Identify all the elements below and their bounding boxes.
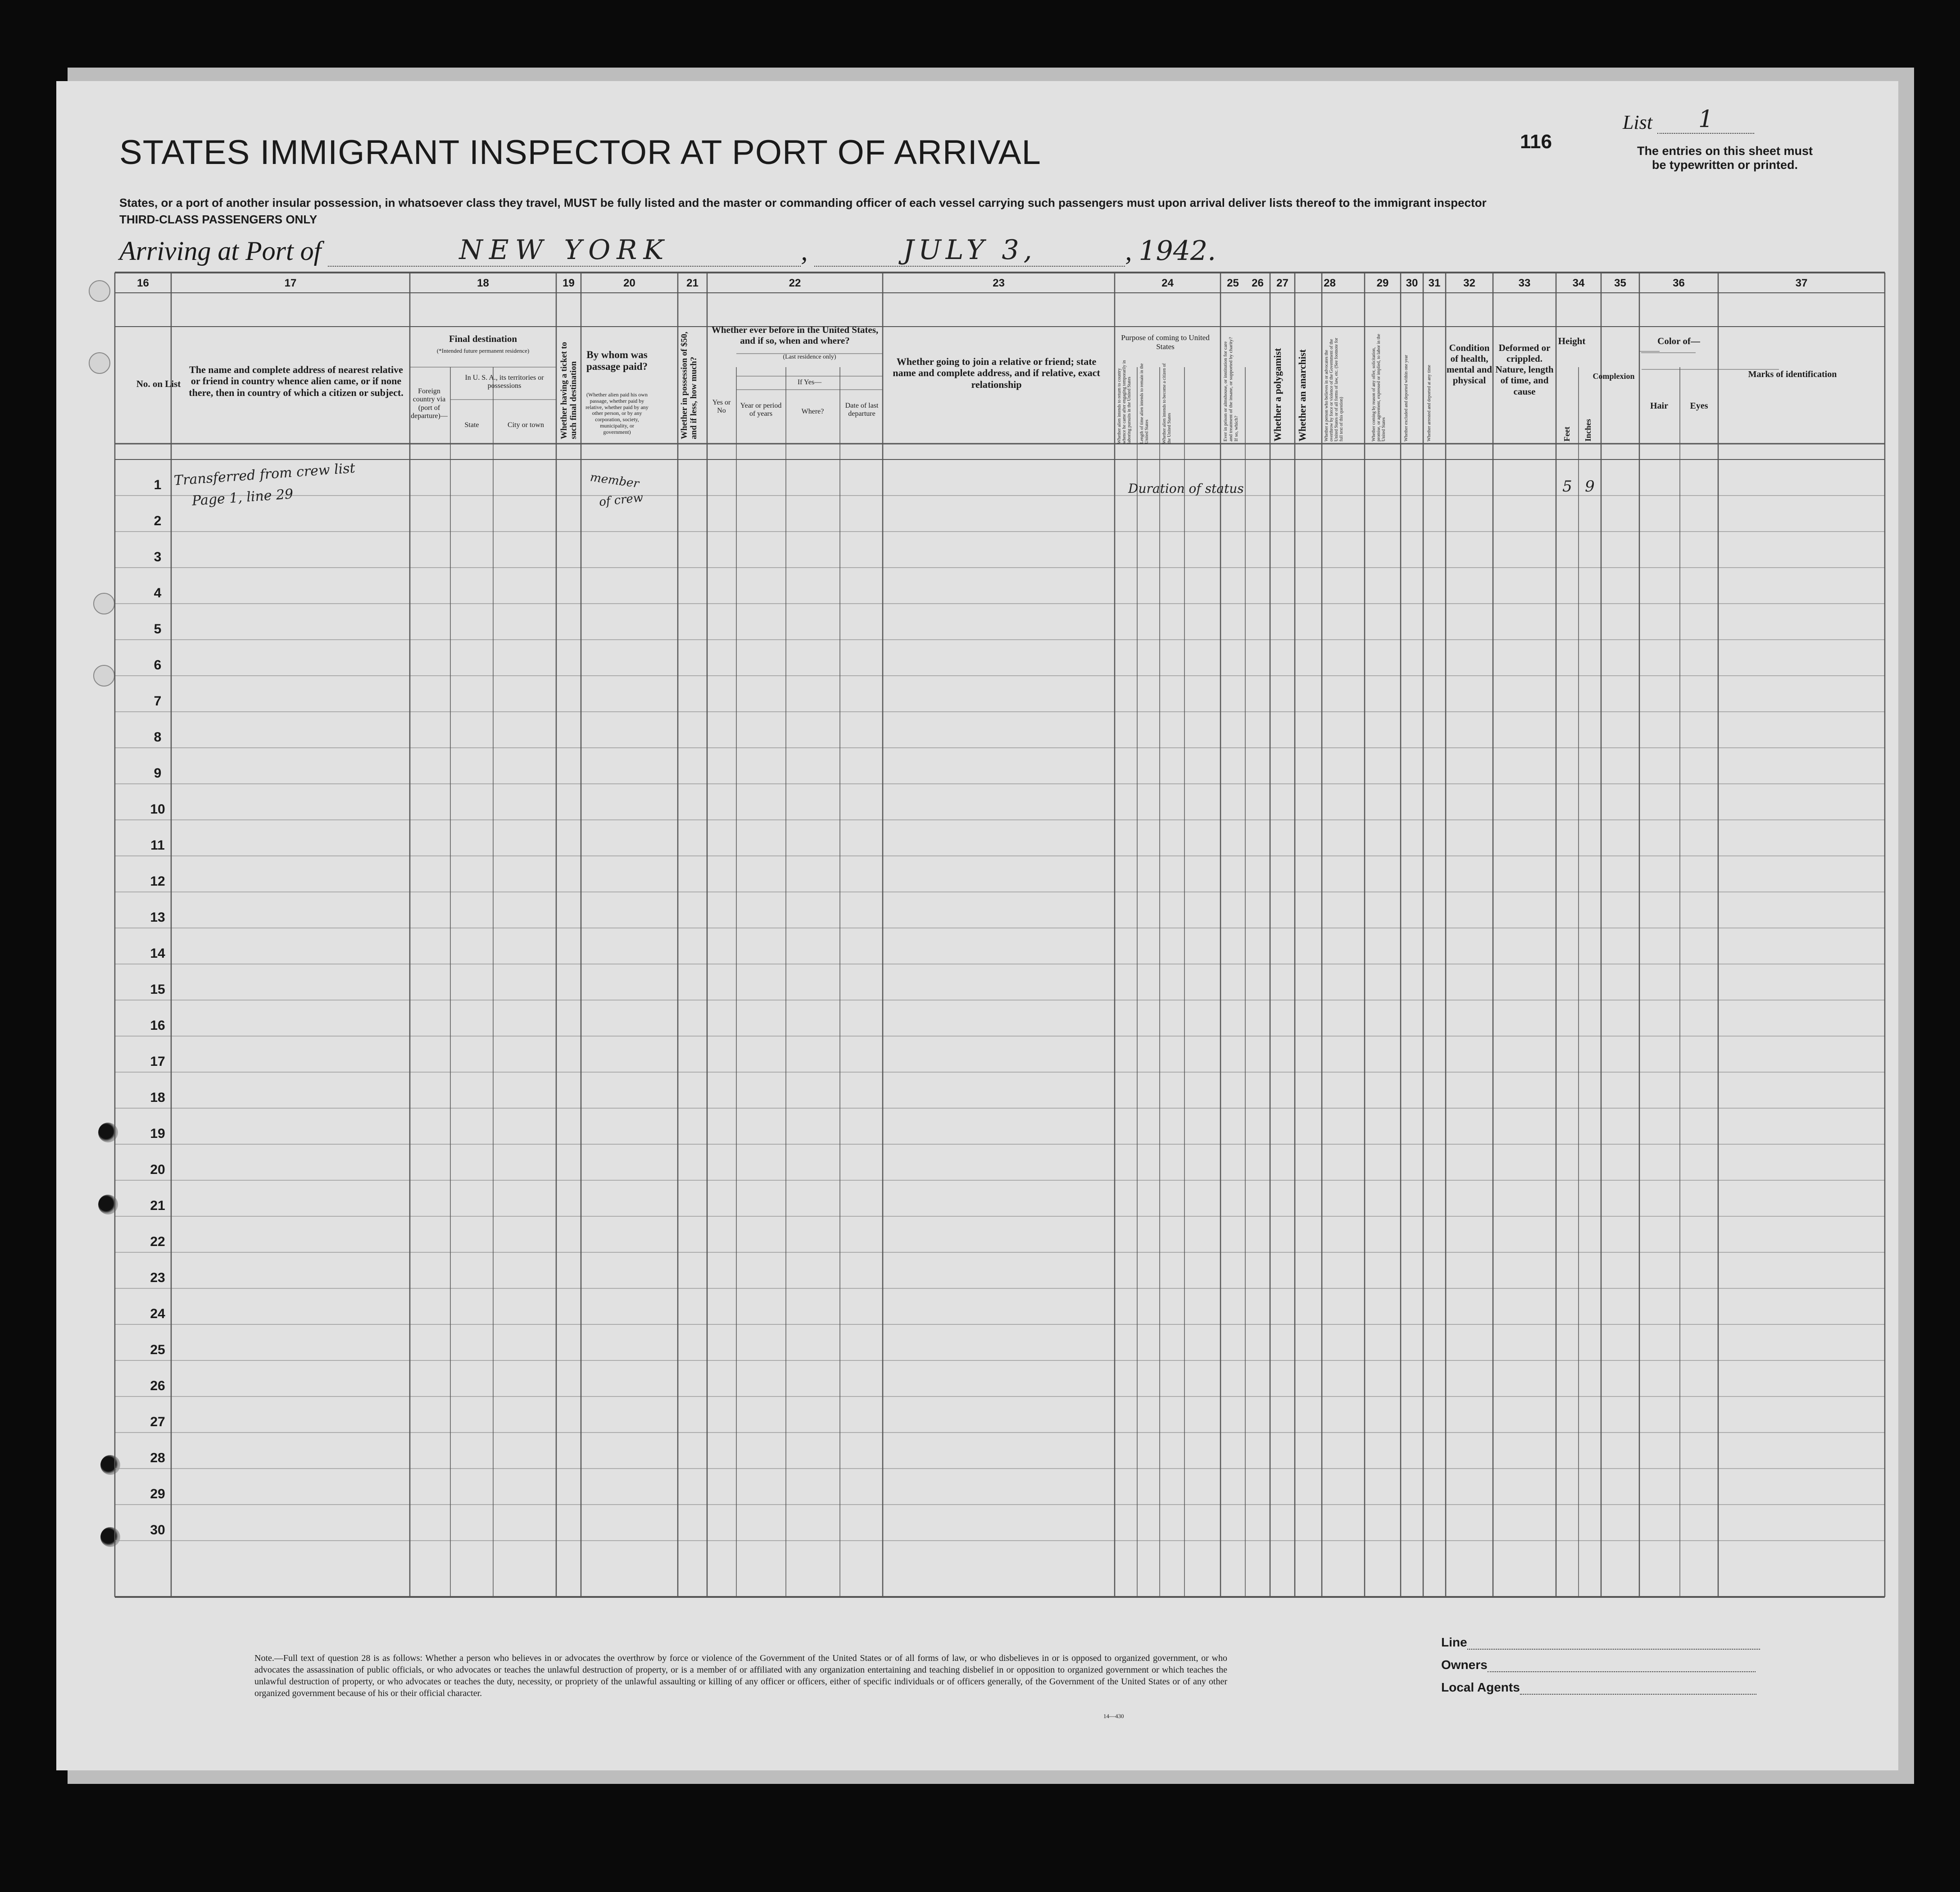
row-number: 26 bbox=[150, 1378, 165, 1393]
row-number: 24 bbox=[150, 1306, 165, 1321]
footer-line-label: Line bbox=[1441, 1635, 1467, 1649]
row-number: 4 bbox=[154, 586, 162, 600]
column-number: 18 bbox=[477, 277, 489, 289]
row-number: 13 bbox=[150, 910, 165, 925]
column-number: 16 bbox=[137, 277, 149, 289]
column-number: 33 bbox=[1518, 277, 1531, 289]
column-number: 37 bbox=[1795, 277, 1808, 289]
row-number: 22 bbox=[150, 1234, 165, 1249]
list-number: 1 bbox=[1657, 106, 1754, 134]
col-22-yes-no: Yes or No bbox=[712, 399, 731, 415]
column-number: 19 bbox=[563, 277, 575, 289]
col-25-header: Ever in prison or almshouse, or institution for care and treatment of the insane, or supported by charity? If so, which? bbox=[1223, 337, 1239, 441]
column-number: 27 bbox=[1276, 277, 1289, 289]
column-number: 26 bbox=[1252, 277, 1264, 289]
arrival-line: Arriving at Port of NEW YORK , JULY 3, , 1942. bbox=[119, 234, 1216, 267]
footer-line-field bbox=[1441, 1635, 1760, 1650]
col-21-header: Whether in possession of $50, and if less, how much? bbox=[680, 332, 699, 439]
col-18-state: State bbox=[464, 421, 479, 429]
column-number: 24 bbox=[1161, 277, 1174, 289]
col-22-if-yes: If Yes— bbox=[797, 378, 822, 386]
column-number: 30 bbox=[1406, 277, 1418, 289]
row-number: 3 bbox=[154, 550, 162, 564]
column-number: 28 bbox=[1324, 277, 1336, 289]
row-number: 15 bbox=[150, 982, 165, 997]
col-22-title: Whether ever before in the United States, and if so, when and where? bbox=[711, 324, 879, 346]
col-18-city: City or town bbox=[508, 421, 544, 429]
col-17-header: The name and complete address of nearest relative or friend in country whence alien came, or if none there, then in country of which a citizen or subject. bbox=[189, 364, 404, 398]
column-number: 31 bbox=[1428, 277, 1441, 289]
sheet-number: 116 bbox=[1520, 131, 1552, 153]
form-grid bbox=[56, 81, 1898, 1770]
col-36-hair: Hair bbox=[1650, 401, 1668, 411]
col-32-header: Condition of health, mental and physical bbox=[1447, 342, 1492, 386]
row-number: 20 bbox=[150, 1162, 165, 1177]
column-number: 20 bbox=[623, 277, 635, 289]
row-number: 17 bbox=[150, 1054, 165, 1069]
col-22-where: Where? bbox=[801, 408, 824, 415]
col-18-foreign: Foreign country via (port of departure)— bbox=[411, 387, 448, 420]
column-number: 36 bbox=[1673, 277, 1685, 289]
year-field: 1942. bbox=[1139, 235, 1216, 267]
col-24-citizen: Whether alien intends to become a citizen of the United States bbox=[1162, 363, 1172, 444]
col-31-header: Whether arrested and deported at any time bbox=[1427, 365, 1432, 441]
col-22-date: Date of last departure bbox=[845, 402, 879, 418]
col-34-inches: Inches bbox=[1583, 418, 1592, 441]
row-number: 2 bbox=[154, 514, 162, 528]
row-number: 25 bbox=[150, 1342, 165, 1357]
entry-height-feet: 5 bbox=[1562, 478, 1572, 496]
col-26-header: Whether a polygamist bbox=[1272, 348, 1283, 441]
col-34-feet: Feet bbox=[1562, 427, 1571, 441]
row-number: 28 bbox=[150, 1451, 165, 1465]
col-36-title: Color of— bbox=[1657, 336, 1700, 346]
page-subtitle: States, or a port of another insular possession, in whatsoever class they travel, MUST be fully listed and the master or commanding officer of each vessel carrying such passengers must upon arrival deliver lists thereof to the immigrant inspector bbox=[119, 196, 1487, 209]
page-title: STATES IMMIGRANT INSPECTOR AT PORT OF ARRIVAL bbox=[119, 133, 1041, 172]
col-18-usa: In U. S. A., its territories or possessions bbox=[465, 374, 544, 390]
col-22-period: Year or period of years bbox=[740, 402, 782, 418]
footer-owners-field bbox=[1441, 1658, 1756, 1672]
col-33-header: Deformed or crippled. Nature, length of time, and cause bbox=[1495, 342, 1554, 397]
row-number: 21 bbox=[150, 1198, 165, 1213]
col-34-title: Height bbox=[1558, 336, 1586, 346]
row-number: 23 bbox=[150, 1270, 165, 1285]
col-30-header: Whether excluded and deported within one year bbox=[1404, 355, 1409, 441]
col-24-return: Whether alien intends to return to country whence he came after engaging temporarily in laboring pursuits in the United States bbox=[1117, 360, 1132, 444]
col-16-header: No. on List bbox=[136, 378, 181, 389]
row-number: 12 bbox=[150, 874, 165, 889]
col-29-header: Whether coming by reason of any offer, solicitation, promise, or agreement, expressed or implied, to labor in the United States bbox=[1371, 334, 1386, 441]
port-field: NEW YORK bbox=[328, 234, 801, 267]
col-22-note: (Last residence only) bbox=[783, 354, 836, 360]
date-field: JULY 3, bbox=[814, 234, 1125, 267]
footer-agents-field bbox=[1441, 1680, 1756, 1695]
entry-passage-line-2: of crew bbox=[598, 491, 644, 509]
col-18-title: Final destination bbox=[449, 333, 517, 344]
col-37-header: Marks of identification bbox=[1748, 369, 1837, 379]
column-number: 23 bbox=[993, 277, 1005, 289]
col-20-title: By whom was passage paid? bbox=[586, 349, 648, 373]
form-number: 14—430 bbox=[1103, 1713, 1124, 1719]
col-35-header: Complexion bbox=[1592, 372, 1635, 381]
row-number: 10 bbox=[150, 802, 165, 817]
row-number: 11 bbox=[150, 838, 165, 853]
column-number: 32 bbox=[1463, 277, 1475, 289]
row-number: 1 bbox=[154, 478, 162, 492]
entry-passage-line-1: member bbox=[589, 470, 640, 491]
row-number: 27 bbox=[150, 1414, 165, 1429]
footer-agents-label: Local Agents bbox=[1441, 1680, 1520, 1694]
column-number: 22 bbox=[789, 277, 801, 289]
row-number: 14 bbox=[150, 946, 165, 961]
column-number: 17 bbox=[284, 277, 297, 289]
column-number: 25 bbox=[1227, 277, 1239, 289]
col-23-header: Whether going to join a relative or friend; state name and complete address, and if relative, exact relationship bbox=[893, 356, 1100, 390]
column-number: 35 bbox=[1614, 277, 1626, 289]
footnote-question-28: Note.—Full text of question 28 is as follows: Whether a person who believes in or advocates the overthrow by force or violence of the Government of the United States or of all forms of law, or who disbelieves in or is opposed to organized government, or who advocates the assassination of public officials, or who advocates or teaches the unlawful destruction of property, or is a member of or affiliated with any organization entertaining and teaching disbelief in or opposition to organized government or which teaches the unlawful destruction of property, or who advocates or teaches the duty, necessity, or propriety of the unlawful assaulting or killing of any officer or officers, either of specific individuals or of officers generally, of the Government of the United States or of any other organized government because of his or their official character. bbox=[254, 1653, 1227, 1698]
row-number: 16 bbox=[150, 1018, 165, 1033]
row-number: 7 bbox=[154, 694, 162, 709]
entry-relative-line-2: Page 1, line 29 bbox=[191, 486, 294, 509]
arriving-label: Arriving at Port of bbox=[119, 236, 322, 266]
entries-note: The entries on this sheet must be typewritten or printed. bbox=[1637, 144, 1813, 172]
manifest-sheet bbox=[56, 81, 1898, 1770]
col-18-note: (*Intended future permanent residence) bbox=[436, 347, 530, 354]
entry-purpose: Duration of status bbox=[1128, 481, 1244, 496]
entry-height-inches: 9 bbox=[1585, 478, 1595, 496]
col-19-header: Whether having a ticket to such final destination bbox=[559, 341, 578, 439]
row-number: 8 bbox=[154, 730, 162, 745]
list-label: List bbox=[1622, 111, 1652, 133]
footer-owners-label: Owners bbox=[1441, 1658, 1488, 1672]
col-27-header: Whether an anarchist bbox=[1297, 349, 1308, 441]
col-20-note: (Whether alien paid his own passage, whether paid by relative, whether paid by any other person, or by any corporation, society, municipality, or government) bbox=[585, 391, 649, 435]
column-number: 29 bbox=[1376, 277, 1389, 289]
col-28-header: Whether a person who believes in or advocates the overthrow by force or violence of the Government of the United States or of all forms of law, etc. (See footnote for full text of this question) bbox=[1324, 337, 1344, 441]
column-number: 21 bbox=[686, 277, 699, 289]
row-number: 29 bbox=[150, 1487, 165, 1501]
col-24-length: Length of time alien intends to remain in the United States bbox=[1139, 363, 1149, 444]
class-line: THIRD-CLASS PASSENGERS ONLY bbox=[119, 213, 318, 226]
col-36-eyes: Eyes bbox=[1690, 401, 1708, 411]
col-24-title: Purpose of coming to United States bbox=[1121, 333, 1210, 351]
row-number: 6 bbox=[154, 658, 162, 673]
row-number: 5 bbox=[154, 622, 162, 637]
column-number: 34 bbox=[1572, 277, 1585, 289]
row-number: 19 bbox=[150, 1126, 165, 1141]
row-number: 30 bbox=[150, 1523, 165, 1537]
row-number: 18 bbox=[150, 1090, 165, 1105]
entry-relative-line-1: Transferred from crew list bbox=[173, 460, 356, 489]
row-number: 9 bbox=[154, 766, 162, 781]
